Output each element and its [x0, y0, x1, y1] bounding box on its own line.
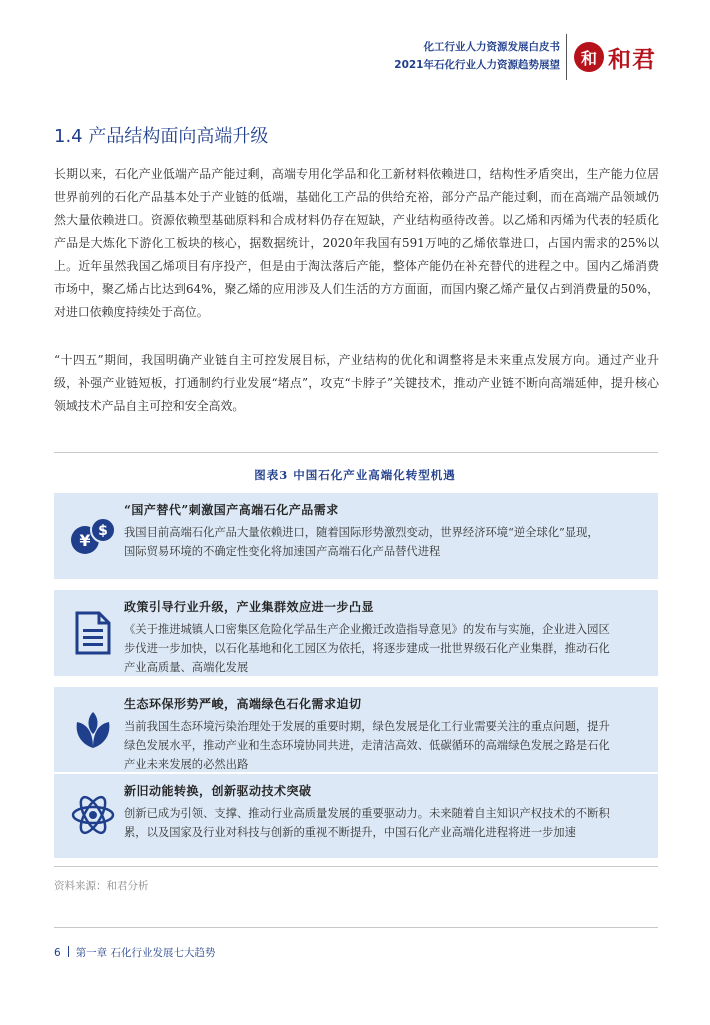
currency-icon	[68, 511, 118, 561]
opportunity-card-3	[54, 687, 658, 773]
atom-icon	[68, 790, 118, 840]
opportunity-card-4	[54, 772, 658, 858]
header-titles	[394, 38, 560, 74]
opportunity-card-1	[54, 493, 658, 579]
chapter-title: 第一章 石化行业发展七大趋势	[75, 947, 216, 959]
header-line-1: 化工行业人力资源发展白皮书	[423, 41, 560, 53]
paragraph-1: 长期以来，石化产业低端产品产能过剩，高端专用化学品和化工新材料依赖进口，结构性矛盾突出，生产能力位居世界前列的石化产品基本处于产业链的低端，基础化工产品的供给充裕，部分产品产能过剩，而在高端产品领域仍然大量依赖进口。资源依赖型基础原料和合成材料仍存在短缺，产业结构亟待改善。以乙烯和丙烯为代表的轻质化产品是大炼化下游化工板块的核心，据数据统计，2020年我国有591万吨的乙烯依靠进口，占国内需求的25%以上。近年虽然我国乙烯项目有序投产，但是由于淘汰落后产能，整体产能仍在补充替代的进程之中。国内乙烯消费市场中，聚乙烯占比达到64%，聚乙烯的应用涉及人们生活的方方面面，而国内聚乙烯产量仅占到消费量的50%，对进口依赖度持续处于高位。	[54, 167, 659, 319]
card-4-body: 创新已成为引领、支撑、推动行业高质量发展的重要驱动力。未来随着自主知识产权技术的不断积累，以及国家及行业对科技与创新的重视不断提升，中国石化产业高端化进程将进一步加速	[124, 807, 610, 839]
card-2-title: 政策引导行业升级，产业集群效应进一步凸显	[124, 600, 375, 614]
figure-title: 图表3 中国石化产业高端化转型机遇	[254, 468, 456, 482]
card-1-body: 我国目前高端石化产品大量依赖进口，随着国际形势激烈变动，世界经济环境“逆全球化”显现，国际贸易环境的不确定性变化将加速国产高端石化产品替代进程	[124, 526, 599, 558]
footer-rule	[54, 927, 658, 928]
document-icon	[68, 608, 118, 658]
card-4-title: 新旧动能转换，创新驱动技术突破	[124, 784, 312, 798]
brand-logo: 和君	[608, 47, 656, 73]
logo-seal-icon	[574, 42, 604, 72]
svg-text:$: $	[98, 523, 108, 539]
card-3-body: 当前我国生态环境污染治理处于发展的重要时期，绿色发展是化工行业需要关注的重点问题，提升绿色发展水平，推动产业和生态环境协同共进，走清洁高效、低碳循环的高端绿色发展之路是石化产业未来发展的必然出路	[124, 720, 610, 771]
opportunity-card-2	[54, 590, 658, 676]
header-divider	[566, 34, 567, 80]
figure-top-rule	[54, 452, 658, 453]
logo-mark: 和	[580, 48, 597, 68]
page-number: 6	[54, 947, 61, 959]
figure-source: 资料来源：和君分析	[54, 880, 149, 892]
footer-separator	[68, 946, 69, 957]
card-3-title: 生态环保形势严峻，高端绿色石化需求迫切	[124, 697, 362, 711]
leaf-icon	[68, 705, 118, 755]
svg-text:¥: ¥	[79, 531, 91, 550]
paragraph-2: “十四五”期间，我国明确产业链自主可控发展目标，产业结构的优化和调整将是未来重点发展方向。通过产业升级，补强产业链短板，打通制约行业发展“堵点”，攻克“卡脖子”关键技术，推动产业链不断向高端延伸，提升核心领域技术产品自主可控和安全高效。	[54, 353, 659, 413]
section-title: 1.4 产品结构面向高端升级	[54, 126, 269, 147]
card-1-title: “国产替代”刺激国产高端石化产品需求	[124, 503, 339, 517]
figure-bottom-rule	[54, 866, 658, 867]
card-2-body: 《关于推进城镇人口密集区危险化学品生产企业搬迁改造指导意见》的发布与实施，企业进入园区步伐进一步加快，以石化基地和化工园区为依托，将逐步建成一批世界级石化产业集群，推动石化产业高质量、高端化发展	[124, 623, 610, 674]
header-line-2: 2021年石化行业人力资源趋势展望	[394, 59, 560, 71]
page-footer	[54, 945, 216, 960]
